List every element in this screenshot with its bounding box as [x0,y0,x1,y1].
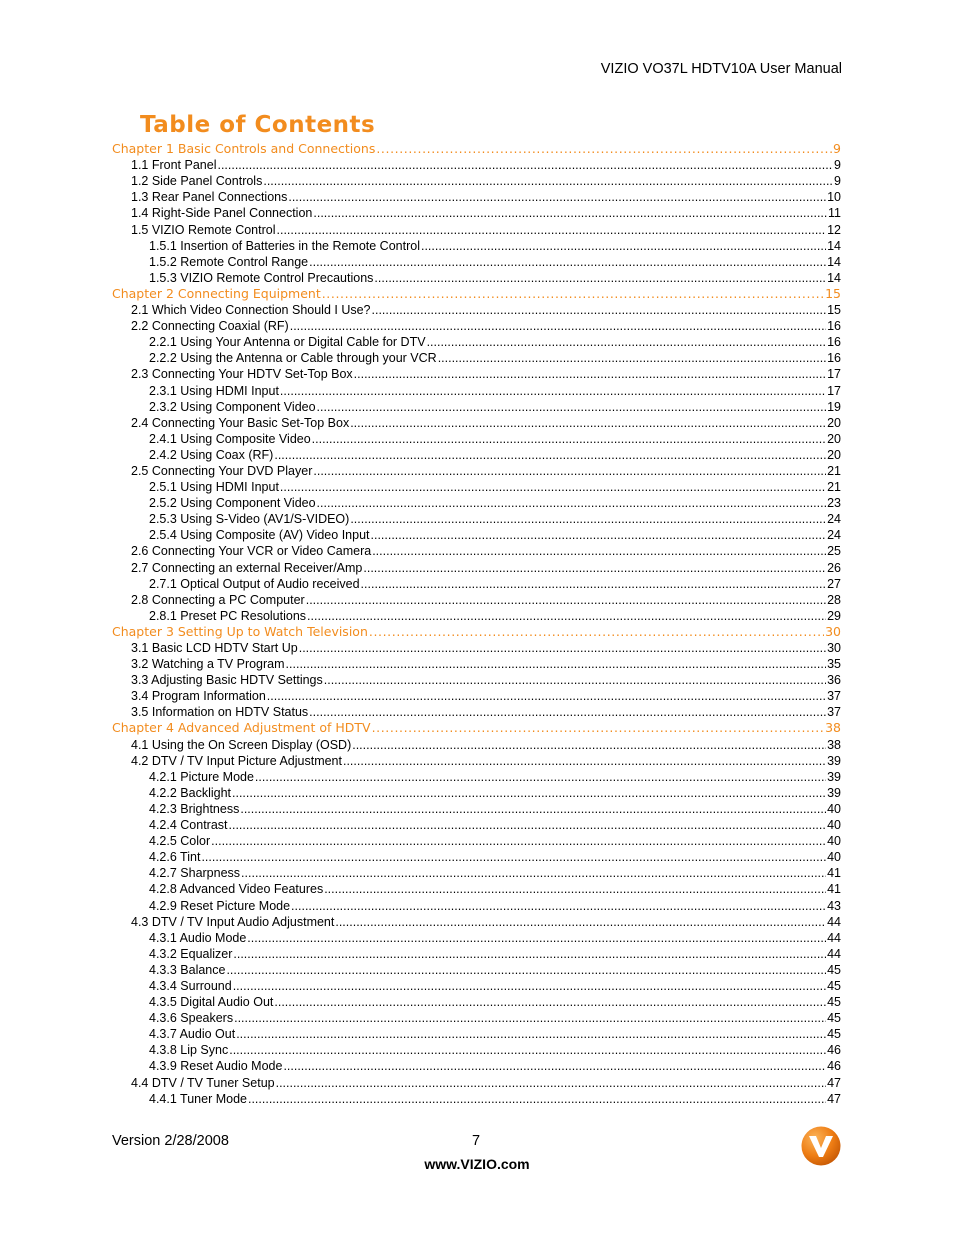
toc-section-entry[interactable] [112,914,841,930]
dot-leader [233,978,826,994]
toc-subsection-entry[interactable] [112,817,841,833]
toc-entry-page: 39 [827,785,841,800]
dot-leader [312,431,826,447]
toc-entry-page: 35 [827,657,841,672]
toc-subsection-entry[interactable] [112,254,841,270]
toc-entry-page: 12 [827,222,841,237]
dot-leader [232,785,826,801]
toc-entry-page: 37 [827,705,841,720]
dot-leader [372,543,826,559]
toc-entry-label: Chapter 1 Basic Controls and Connections [112,141,376,157]
toc-entry-label: 4.3.7 Audio Out [149,1027,236,1042]
toc-section-entry[interactable] [112,672,841,688]
toc-entry-label: 3.3 Adjusting Basic HDTV Settings [131,673,323,688]
toc-entry-page: 44 [827,946,841,961]
toc-subsection-entry[interactable] [112,479,841,495]
toc-entry-page: 39 [827,769,841,784]
toc-subsection-entry[interactable] [112,881,841,897]
toc-entry-label: 4.2.5 Color [149,834,211,849]
toc-entry-label: 4.2.8 Advanced Video Features [149,882,324,897]
toc-subsection-entry[interactable] [112,350,841,366]
footer-url: www.VIZIO.com [424,1156,530,1172]
toc-subsection-entry[interactable] [112,238,841,254]
dot-leader [290,318,826,334]
dot-leader [267,688,826,704]
toc-entry-label: 4.2.9 Reset Picture Mode [149,898,291,913]
toc-subsection-entry[interactable] [112,865,841,881]
toc-entry-page: 40 [827,801,841,816]
dot-leader [229,1042,826,1058]
toc-title: Table of Contents [140,112,376,138]
toc-section-entry[interactable] [112,463,841,479]
dot-leader [226,962,826,978]
toc-subsection-entry[interactable] [112,431,841,447]
toc-entry-label: 4.3.1 Audio Mode [149,930,247,945]
dot-leader [363,560,826,576]
toc-entry-page: 21 [827,463,841,478]
toc-section-entry[interactable] [112,656,841,672]
toc-subsection-entry[interactable] [112,527,841,543]
dot-leader [233,946,826,962]
toc-subsection-entry[interactable] [112,1091,841,1107]
toc-entry-label: 4.3.6 Speakers [149,1011,234,1026]
toc-entry-label: Chapter 4 Advanced Adjustment of HDTV [112,720,371,736]
dot-leader [427,334,827,350]
toc-entry-label: Chapter 2 Connecting Equipment [112,285,321,301]
toc-entry-label: 2.4 Connecting Your Basic Set-Top Box [131,415,350,430]
toc-subsection-entry[interactable] [112,270,841,286]
dot-leader [317,399,827,415]
toc-entry-label: 4.2.6 Tint [149,850,201,865]
toc-entry-label: 3.1 Basic LCD HDTV Start Up [131,641,298,655]
toc-entry-page: 44 [827,930,841,945]
toc-subsection-entry[interactable] [112,801,841,817]
toc-entry-label: 4.3.2 Equalizer [149,946,233,961]
dot-leader [291,898,826,914]
dot-leader [241,865,826,881]
toc-subsection-entry[interactable] [112,833,841,849]
toc-entry-label: 4.4 DTV / TV Tuner Setup [131,1075,275,1090]
toc-section-entry[interactable] [112,302,841,318]
toc-subsection-entry[interactable] [112,962,841,978]
dot-leader [376,141,832,157]
toc-entry-label: 1.3 Rear Panel Connections [131,190,288,205]
dot-leader [255,769,826,785]
toc-entry-label: 1.1 Front Panel [131,158,217,173]
toc-entry-page: 38 [827,737,841,752]
toc-entry-page: 16 [827,351,841,366]
toc-subsection-entry[interactable] [112,930,841,946]
dot-leader [369,624,824,640]
dot-leader [372,302,827,318]
toc-chapter-entry[interactable] [112,141,841,157]
toc-entry-page: 17 [827,367,841,382]
dot-leader [350,415,826,431]
toc-entry-label: 1.5 VIZIO Remote Control [131,222,276,237]
toc-entry-page: 20 [827,415,841,430]
dot-leader [263,173,833,189]
toc-section-entry[interactable] [112,415,841,431]
toc-entry-label: 2.2.2 Using the Antenna or Cable through your VCR [149,351,437,366]
toc-entry-label: 4.2.1 Picture Mode [149,769,254,784]
dot-leader [306,592,826,608]
dot-leader [286,656,827,672]
dot-leader [211,833,826,849]
toc-entry-label: 2.7 Connecting an external Receiver/Amp [131,560,363,575]
toc-section-entry[interactable] [112,189,841,205]
toc-subsection-entry[interactable] [112,511,841,527]
toc-section-entry[interactable] [112,221,841,237]
dot-leader [307,608,826,624]
toc-entry-label: 4.3 DTV / TV Input Audio Adjustment [131,914,335,929]
dot-leader [288,189,826,205]
toc-subsection-entry[interactable] [112,1058,841,1074]
dot-leader [240,801,826,817]
dot-leader [324,881,826,897]
toc-section-entry[interactable] [112,205,841,221]
toc-entry-page: 40 [827,834,841,849]
toc-entry-label: 1.5.1 Insertion of Batteries in the Remote Control [149,238,420,253]
toc-entry-page: 45 [827,1027,841,1042]
toc-entry-page: 14 [827,254,841,269]
toc-entry-page: 47 [827,1091,841,1106]
toc-entry-label: 1.5.2 Remote Control Range [149,254,309,269]
vizio-v-logo-icon [801,1126,841,1166]
toc-chapter-entry[interactable] [112,720,841,736]
toc-entry-label: 4.2.4 Contrast [149,818,228,833]
toc-entry-page: 36 [827,673,841,688]
dot-leader [276,1075,827,1091]
toc-entry-page: 21 [827,480,841,495]
toc-entry-label: 3.5 Information on HDTV Status [131,705,309,720]
toc-entry-label: 1.4 Right-Side Panel Connection [131,206,313,221]
footer-page-number: 7 [472,1133,481,1149]
toc-entry-label: 1.5.3 VIZIO Remote Control Precautions [149,270,374,285]
toc-entry-page: 15 [825,285,841,301]
toc-entry-label: 2.4.1 Using Composite Video [149,431,311,446]
toc-entry-label: 4.2.3 Brightness [149,801,240,816]
dot-leader [280,479,826,495]
dot-leader [313,463,826,479]
toc-section-entry[interactable] [112,173,841,189]
dot-leader [352,737,826,753]
dot-leader [343,753,826,769]
toc-entry-page: 9 [833,141,841,157]
toc-entry-label: 2.5.4 Using Composite (AV) Video Input [149,528,370,543]
toc-entry-page: 24 [827,528,841,543]
toc-entry-page: 40 [827,850,841,865]
toc-entry-label: 2.1 Which Video Connection Should I Use? [131,303,371,318]
toc-entry-page: 28 [827,592,841,607]
toc-subsection-entry[interactable] [112,785,841,801]
toc-entry-page: 9 [834,174,841,189]
toc-chapter-entry[interactable] [112,624,841,640]
toc-entry-label: 4.3.5 Digital Audio Out [149,995,274,1010]
toc-entry-page: 46 [827,1059,841,1074]
toc-entry-label: 2.3.1 Using HDMI Input [149,383,279,398]
toc-entry-page: 20 [827,431,841,446]
toc-entry-label: Chapter 3 Setting Up to Watch Television [112,623,368,639]
dot-leader [350,511,826,527]
toc-entry-page: 45 [827,962,841,977]
toc-entry-page: 37 [827,689,841,704]
toc-entry-page: 44 [827,914,841,929]
toc-section-entry[interactable] [112,366,841,382]
dot-leader [361,576,827,592]
toc-subsection-entry[interactable] [112,978,841,994]
toc-entry-page: 25 [827,544,841,559]
toc-section-entry[interactable] [112,592,841,608]
toc-subsection-entry[interactable] [112,399,841,415]
toc-entry-label: 4.2 DTV / TV Input Picture Adjustment [131,753,342,768]
toc-chapter-entry[interactable] [112,286,841,302]
dot-leader [371,527,827,543]
toc-entry-page: 46 [827,1043,841,1058]
dot-leader [236,1026,826,1042]
dot-leader [372,720,825,736]
dot-leader [217,157,833,173]
dot-leader [247,930,826,946]
toc-entry-page: 41 [827,866,841,881]
toc-entry-label: 2.5.2 Using Component Video [149,496,316,511]
dot-leader [229,817,827,833]
toc-entry-page: 45 [827,1011,841,1026]
table-of-contents [112,141,841,1107]
dot-leader [313,205,827,221]
toc-entry-page: 30 [825,623,841,639]
toc-subsection-entry[interactable] [112,447,841,463]
toc-entry-page: 47 [827,1075,841,1090]
toc-entry-page: 29 [827,608,841,623]
toc-entry-page: 14 [827,238,841,253]
toc-entry-label: 2.5 Connecting Your DVD Player [131,463,313,478]
toc-subsection-entry[interactable] [112,334,841,350]
toc-entry-label: 4.3.9 Reset Audio Mode [149,1059,283,1074]
dot-leader [324,672,826,688]
dot-leader [248,1091,826,1107]
toc-entry-page: 41 [827,882,841,897]
toc-subsection-entry[interactable] [112,382,841,398]
toc-subsection-entry[interactable] [112,495,841,511]
toc-subsection-entry[interactable] [112,897,841,913]
toc-section-entry[interactable] [112,753,841,769]
toc-entry-page: 9 [834,158,841,173]
toc-entry-label: 2.2 Connecting Coaxial (RF) [131,319,289,334]
toc-section-entry[interactable] [112,157,841,173]
toc-entry-page: 45 [827,978,841,993]
dot-leader [374,270,826,286]
toc-entry-label: 2.7.1 Optical Output of Audio received [149,576,360,591]
toc-section-entry[interactable] [112,688,841,704]
document-header: VIZIO VO37L HDTV10A User Manual [600,61,842,77]
toc-entry-label: 4.2.7 Sharpness [149,866,241,881]
toc-subsection-entry[interactable] [112,1010,841,1026]
dot-leader [322,286,824,302]
footer-version: Version 2/28/2008 [112,1133,229,1149]
toc-entry-page: 43 [827,898,841,913]
toc-entry-label: 2.3 Connecting Your HDTV Set-Top Box [131,367,353,382]
toc-section-entry[interactable] [112,559,841,575]
dot-leader [309,254,826,270]
toc-entry-label: 4.1 Using the On Screen Display (OSD) [131,737,352,752]
toc-section-entry[interactable] [112,318,841,334]
toc-entry-page: 40 [827,818,841,833]
toc-section-entry[interactable] [112,704,841,720]
toc-entry-page: 24 [827,512,841,527]
toc-entry-page: 26 [827,560,841,575]
dot-leader [274,447,826,463]
toc-entry-page: 17 [827,383,841,398]
dot-leader [317,495,827,511]
dot-leader [299,640,826,656]
toc-entry-page: 10 [827,190,841,205]
toc-entry-page: 27 [827,576,841,591]
dot-leader [438,350,826,366]
dot-leader [335,914,826,930]
toc-entry-page: 16 [827,319,841,334]
toc-entry-page: 11 [828,206,841,221]
toc-entry-label: 2.5.1 Using HDMI Input [149,480,279,495]
dot-leader [201,849,826,865]
toc-entry-page: 19 [827,399,841,414]
toc-entry-page: 16 [827,335,841,350]
toc-entry-label: 4.3.4 Surround [149,978,232,993]
dot-leader [421,238,826,254]
dot-leader [277,222,827,238]
toc-entry-label: 4.4.1 Tuner Mode [149,1091,247,1106]
dot-leader [280,383,826,399]
toc-entry-label: 4.3.8 Lip Sync [149,1043,229,1058]
dot-leader [234,1010,826,1026]
toc-entry-label: 3.4 Program Information [131,689,266,704]
toc-section-entry[interactable] [112,543,841,559]
dot-leader [283,1058,826,1074]
toc-subsection-entry[interactable] [112,849,841,865]
toc-entry-page: 15 [827,303,841,318]
toc-entry-page: 45 [827,995,841,1010]
toc-section-entry[interactable] [112,1074,841,1090]
toc-entry-label: 2.2.1 Using Your Antenna or Digital Cable for DTV [149,335,426,350]
toc-entry-page: 30 [827,641,841,655]
dot-leader [309,704,826,720]
toc-entry-label: 4.2.2 Backlight [149,785,231,800]
toc-entry-label: 3.2 Watching a TV Program [131,657,285,672]
toc-entry-label: 2.3.2 Using Component Video [149,399,316,414]
toc-entry-label: 4.3.3 Balance [149,962,226,977]
toc-subsection-entry[interactable] [112,769,841,785]
toc-entry-label: 1.2 Side Panel Controls [131,174,263,189]
toc-entry-page: 20 [827,447,841,462]
toc-entry-label: 2.4.2 Using Coax (RF) [149,447,274,462]
toc-subsection-entry[interactable] [112,576,841,592]
toc-entry-label: 2.8.1 Preset PC Resolutions [149,608,307,623]
toc-entry-label: 2.6 Connecting Your VCR or Video Camera [131,544,372,559]
toc-subsection-entry[interactable] [112,946,841,962]
dot-leader [354,366,826,382]
toc-section-entry[interactable] [112,736,841,752]
toc-entry-page: 14 [827,270,841,285]
toc-entry-label: 2.8 Connecting a PC Computer [131,592,305,607]
toc-entry-page: 39 [827,753,841,768]
toc-entry-page: 38 [825,720,841,736]
toc-entry-page: 23 [827,496,841,511]
toc-subsection-entry[interactable] [112,994,841,1010]
toc-subsection-entry[interactable] [112,1026,841,1042]
toc-entry-label: 2.5.3 Using S-Video (AV1/S-VIDEO) [149,512,350,527]
toc-section-entry[interactable] [112,640,841,656]
toc-subsection-entry[interactable] [112,608,841,624]
toc-subsection-entry[interactable] [112,1042,841,1058]
dot-leader [274,994,826,1010]
